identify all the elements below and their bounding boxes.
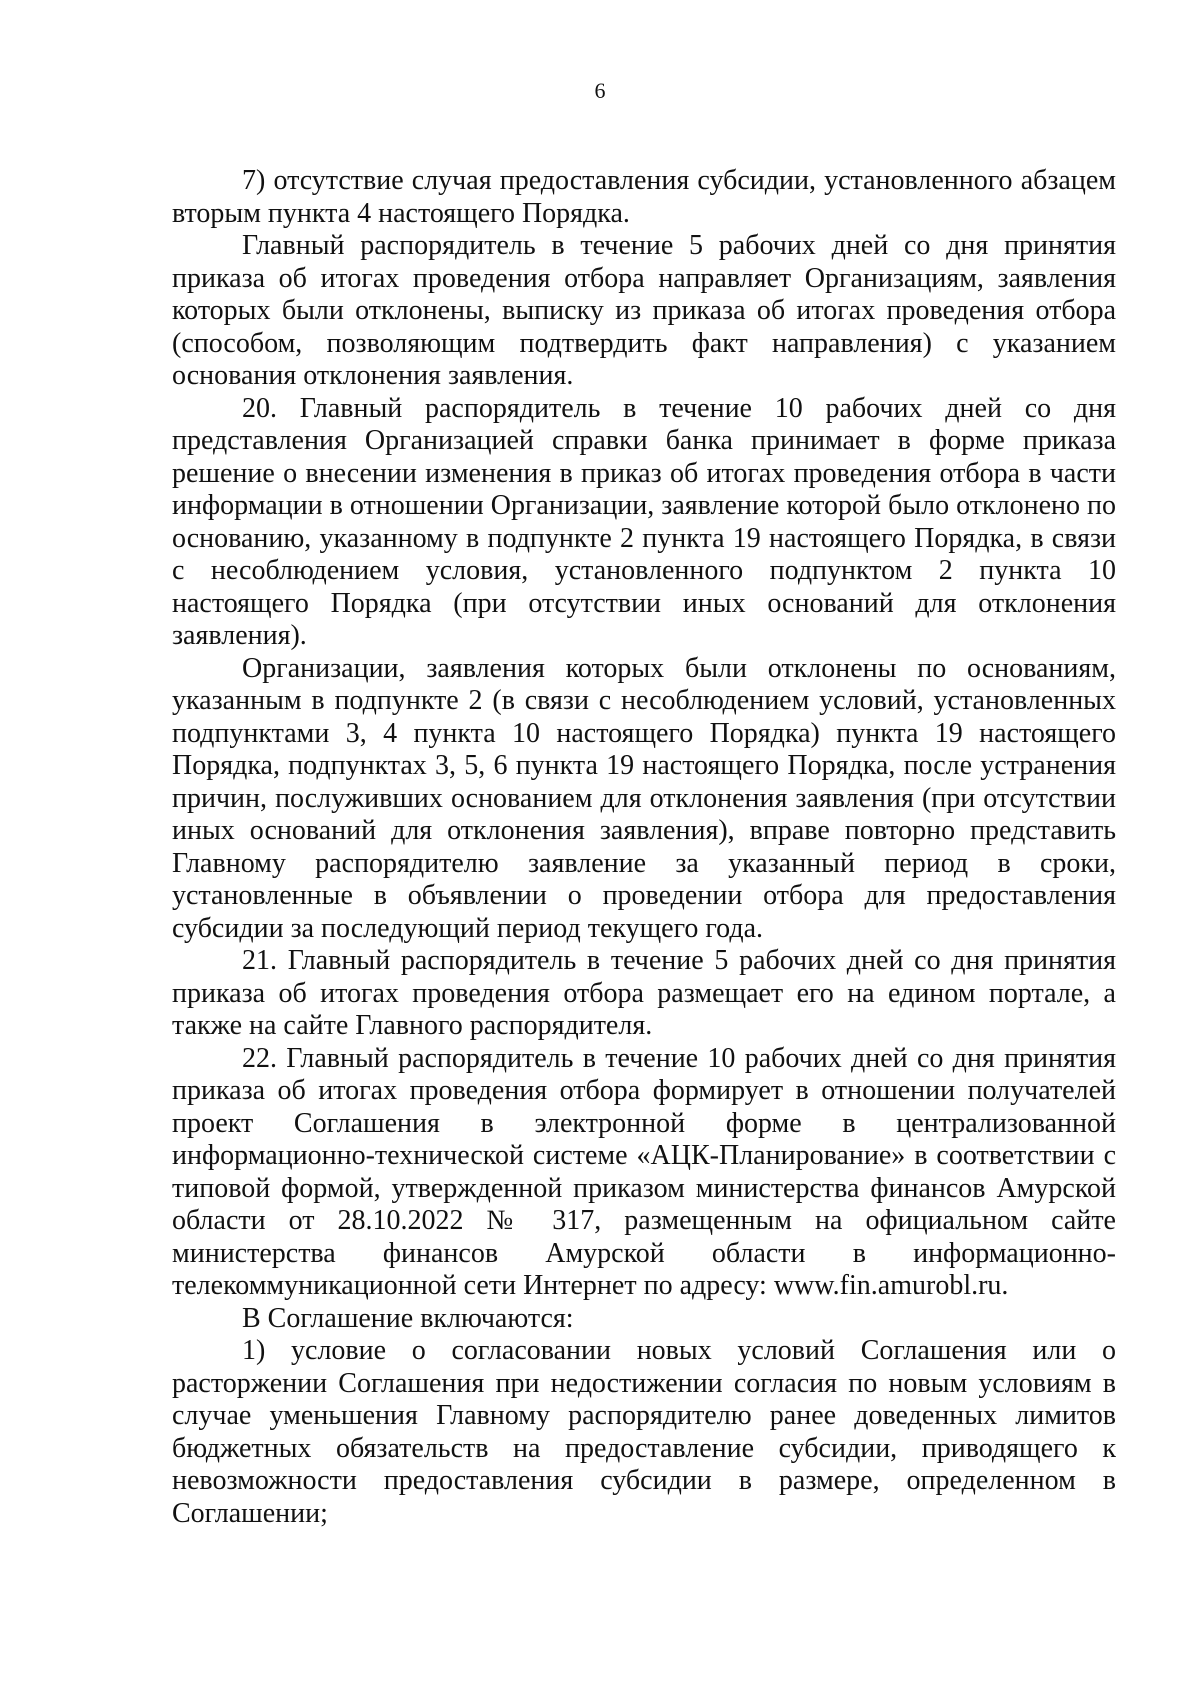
document-body	[172, 165, 1116, 1530]
page-number: 6	[594, 78, 606, 103]
paragraph-clause-21: 21. Главный распорядитель в течение 5 рабочих дней со дня принятия приказа об итогах проведения отбора размещает его на едином портале, а также на сайте Главного распорядителя.	[172, 945, 1116, 1041]
paragraph-item-7: 7) отсутствие случая предоставления субсидии, установленного абзацем вторым пункта 4 настоящего Порядка.	[172, 165, 1116, 229]
paragraph-clause-22: 22. Главный распорядитель в течение 10 рабочих дней со дня принятия приказа об итогах проведения отбора формирует в отношении получателей проект Соглашения в электронной форме в централизованной информационно-технической системе «АЦК-Планирование» в соответствии с типовой формой, утвержденной приказом министерства финансов Амурской области от 28.10.2022 № 317, размещенным на официальном сайте министерства финансов Амурской области в информационно-телекоммуникационной сети Интернет по адресу: www.fin.amurobl.ru.	[172, 1042, 1116, 1301]
paragraph-clause-20: 20. Главный распорядитель в течение 10 рабочих дней со дня представления Организацией справки банка принимает в форме приказа решение о внесении изменения в приказ об итогах проведения отбора в части информации в отношении Организации, заявление которой было отклонено по основанию, указанному в подпункте 2 пункта 19 настоящего Порядка, в связи с несоблюдением условия, установленного подпунктом 2 пункта 10 настоящего Порядка (при отсутствии иных оснований для отклонения заявления).	[172, 392, 1116, 651]
paragraph-agreement-item-1: 1) условие о согласовании новых условий Соглашения или о расторжении Соглашения при недостижении согласия по новым условиям в случае уменьшения Главному распорядителю ранее доведенных лимитов бюджетных обязательств на предоставление субсидии, приводящего к невозможности предоставления субсидии в размере, определенном в Соглашении;	[172, 1335, 1116, 1529]
paragraph-agreement-includes: В Соглашение включаются:	[242, 1302, 574, 1334]
paragraph-rejection-notice: Главный распорядитель в течение 5 рабочих дней со дня принятия приказа об итогах проведения отбора направляет Организациям, заявления которых были отклонены, выписку из приказа об итогах проведения отбора (способом, позволяющим подтвердить факт направления) с указанием основания отклонения заявления.	[172, 230, 1116, 391]
paragraph-resubmission: Организации, заявления которых были отклонены по основаниям, указанным в подпункте 2 (в связи с несоблюдением условий, установленных подпунктами 3, 4 пункта 10 настоящего Порядка) пункта 19 настоящего Порядка, подпунктах 3, 5, 6 пункта 19 настоящего Порядка, после устранения причин, послуживших основанием для отклонения заявления (при отсутствии иных оснований для отклонения заявления), вправе повторно представить Главному распорядителю заявление за указанный период в сроки, установленные в объявлении о проведении отбора для предоставления субсидии за последующий период текущего года.	[172, 652, 1116, 944]
